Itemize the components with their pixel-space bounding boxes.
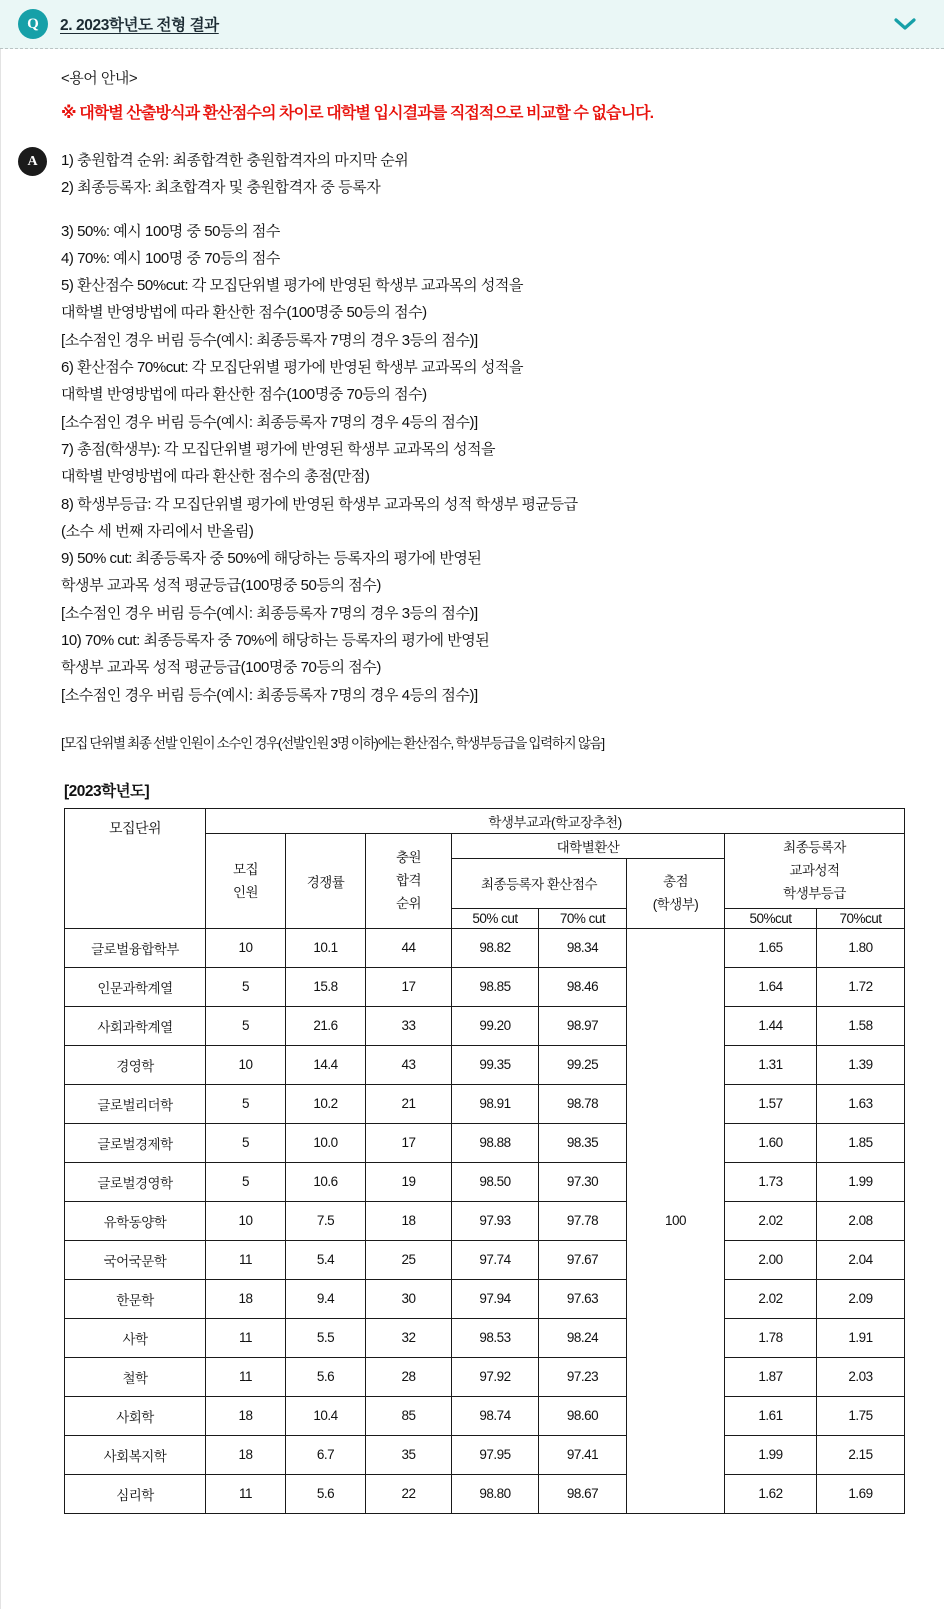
- cell-conv-cut50: 97.95: [452, 1435, 539, 1474]
- cell-conv-cut50: 99.35: [452, 1045, 539, 1084]
- cell-quota: 5: [206, 1162, 286, 1201]
- cell-quota: 18: [206, 1279, 286, 1318]
- cell-fill-rank: 35: [366, 1435, 452, 1474]
- definition-item: 5) 환산점수 50%cut: 각 모집단위별 평가에 반영된 학생부 교과목의 성적을: [61, 277, 523, 295]
- spacer: [61, 711, 924, 733]
- cell-quota: 5: [206, 1123, 286, 1162]
- cell-grade-cut70: 1.63: [817, 1084, 905, 1123]
- column-header-grade-group: [725, 833, 905, 908]
- table-row: [65, 1045, 905, 1084]
- cell-quota: 5: [206, 1084, 286, 1123]
- admission-results-table: [64, 808, 905, 1514]
- chevron-down-icon[interactable]: [892, 16, 918, 32]
- column-header-unit: 모집단위: [65, 808, 206, 928]
- definition-item: [소수점인 경우 버림 등수(예시: 최종등록자 7명의 경우 4등의 점수)]: [61, 413, 478, 431]
- cell-conv-cut50: 98.88: [452, 1123, 539, 1162]
- cell-unit: 인문과학계열: [65, 967, 206, 1006]
- cell-grade-cut50: 1.73: [725, 1162, 817, 1201]
- table-row: [65, 1006, 905, 1045]
- cell-unit: 글로벌경제학: [65, 1123, 206, 1162]
- column-header-track: 학생부교과(학교장추천): [206, 808, 905, 833]
- question-badge: Q: [18, 9, 48, 39]
- cell-ratio: 5.6: [286, 1474, 366, 1513]
- cell-unit: 철학: [65, 1357, 206, 1396]
- cell-grade-cut70: 2.09: [817, 1279, 905, 1318]
- cell-ratio: 5.5: [286, 1318, 366, 1357]
- cell-ratio: 9.4: [286, 1279, 366, 1318]
- terminology-heading: <용어 안내>: [61, 70, 138, 87]
- cell-grade-cut50: 1.99: [725, 1435, 817, 1474]
- cell-fill-rank: 19: [366, 1162, 452, 1201]
- definition-item: 6) 환산점수 70%cut: 각 모집단위별 평가에 반영된 학생부 교과목의 성적을: [61, 359, 523, 377]
- cell-ratio: 15.8: [286, 967, 366, 1006]
- cell-grade-cut50: 1.65: [725, 928, 817, 967]
- column-header-conv-cut50: 50% cut: [452, 908, 539, 928]
- cell-quota: 18: [206, 1435, 286, 1474]
- cell-quota: 11: [206, 1318, 286, 1357]
- cell-grade-cut50: 2.02: [725, 1201, 817, 1240]
- cell-conv-cut50: 98.91: [452, 1084, 539, 1123]
- table-row: [65, 1201, 905, 1240]
- cell-grade-cut50: 2.02: [725, 1279, 817, 1318]
- definition-item: 9) 50% cut: 최종등록자 중 50%에 해당하는 등록자의 평가에 반영된: [61, 550, 482, 568]
- definition-item: 대학별 반영방법에 따라 환산한 점수(100명중 50등의 점수): [61, 304, 427, 322]
- cell-fill-rank: 44: [366, 928, 452, 967]
- cell-fill-rank: 28: [366, 1357, 452, 1396]
- cell-grade-cut70: 1.99: [817, 1162, 905, 1201]
- cell-unit: 국어국문학: [65, 1240, 206, 1279]
- cell-fill-rank: 17: [366, 1123, 452, 1162]
- cell-fill-rank: 33: [366, 1006, 452, 1045]
- cell-conv-cut70: 98.67: [539, 1474, 627, 1513]
- cell-quota: 5: [206, 967, 286, 1006]
- cell-grade-cut70: 1.85: [817, 1123, 905, 1162]
- cell-grade-cut50: 1.87: [725, 1357, 817, 1396]
- column-header-conversion-group: 대학별환산: [452, 833, 725, 858]
- cell-grade-cut50: 1.64: [725, 967, 817, 1006]
- cell-ratio: 7.5: [286, 1201, 366, 1240]
- cell-conv-cut50: 98.53: [452, 1318, 539, 1357]
- column-header-total-line1: 총점: [662, 874, 689, 890]
- cell-ratio: 14.4: [286, 1045, 366, 1084]
- table-row: [65, 1240, 905, 1279]
- small-cohort-footnote: [모집 단위별 최종 선발 인원이 소수인 경우(선발인원 3명 이하)에는 환산점수, 학생부등급을 입력하지 않음]: [61, 734, 604, 751]
- cell-fill-rank: 18: [366, 1201, 452, 1240]
- spacer: [61, 204, 924, 220]
- warning-notice: ※ 대학별 산출방식과 환산점수의 차이로 대학별 입시결과를 직접적으로 비교할 수 없습니다.: [61, 105, 654, 122]
- column-header-ratio: 경쟁률: [286, 833, 366, 928]
- cell-conv-cut70: 98.35: [539, 1123, 627, 1162]
- cell-grade-cut50: 1.57: [725, 1084, 817, 1123]
- cell-fill-rank: 22: [366, 1474, 452, 1513]
- cell-unit: 심리학: [65, 1474, 206, 1513]
- cell-ratio: 10.2: [286, 1084, 366, 1123]
- cell-grade-cut50: 1.61: [725, 1396, 817, 1435]
- cell-fill-rank: 30: [366, 1279, 452, 1318]
- table-row: [65, 1279, 905, 1318]
- definition-item: 10) 70% cut: 최종등록자 중 70%에 해당하는 등록자의 평가에 반영된: [61, 632, 490, 650]
- cell-quota: 10: [206, 928, 286, 967]
- definition-item: [소수점인 경우 버림 등수(예시: 최종등록자 7명의 경우 3등의 점수)]: [61, 331, 478, 349]
- table-row: [65, 967, 905, 1006]
- table-row: [65, 928, 905, 967]
- definition-item: [소수점인 경우 버림 등수(예시: 최종등록자 7명의 경우 4등의 점수)]: [61, 686, 478, 704]
- cell-fill-rank: 25: [366, 1240, 452, 1279]
- cell-ratio: 10.1: [286, 928, 366, 967]
- cell-unit: 사회복지학: [65, 1435, 206, 1474]
- cell-conv-cut70: 97.23: [539, 1357, 627, 1396]
- cell-grade-cut50: 1.62: [725, 1474, 817, 1513]
- cell-conv-cut50: 98.80: [452, 1474, 539, 1513]
- cell-quota: 18: [206, 1396, 286, 1435]
- cell-conv-cut70: 98.78: [539, 1084, 627, 1123]
- faq-answer-body: [0, 49, 944, 1609]
- cell-ratio: 10.4: [286, 1396, 366, 1435]
- cell-ratio: 10.6: [286, 1162, 366, 1201]
- cell-grade-cut70: 1.69: [817, 1474, 905, 1513]
- definition-list-secondary: [61, 220, 924, 708]
- faq-question-title[interactable]: 2. 2023학년도 전형 결과: [60, 17, 219, 34]
- cell-conv-cut70: 97.30: [539, 1162, 627, 1201]
- cell-quota: 5: [206, 1006, 286, 1045]
- cell-conv-cut70: 98.24: [539, 1318, 627, 1357]
- table-header-row-1: [65, 808, 905, 833]
- cell-grade-cut70: 2.15: [817, 1435, 905, 1474]
- cell-grade-cut70: 2.03: [817, 1357, 905, 1396]
- cell-quota: 10: [206, 1045, 286, 1084]
- column-header-grade-line3: 학생부등급: [783, 886, 846, 902]
- table-row: [65, 1084, 905, 1123]
- column-header-fill-line3: 순위: [395, 896, 422, 912]
- cell-ratio: 6.7: [286, 1435, 366, 1474]
- cell-grade-cut70: 1.80: [817, 928, 905, 967]
- cell-conv-cut50: 97.74: [452, 1240, 539, 1279]
- cell-grade-cut70: 1.58: [817, 1006, 905, 1045]
- cell-grade-cut50: 1.78: [725, 1318, 817, 1357]
- cell-quota: 11: [206, 1474, 286, 1513]
- definition-item: 1) 충원합격 순위: 최종합격한 충원합격자의 마지막 순위: [61, 152, 409, 169]
- column-header-total: [627, 858, 725, 928]
- cell-grade-cut70: 1.91: [817, 1318, 905, 1357]
- cell-ratio: 5.4: [286, 1240, 366, 1279]
- definition-item: 대학별 반영방법에 따라 환산한 점수(100명중 70등의 점수): [61, 386, 427, 404]
- cell-conv-cut50: 97.92: [452, 1357, 539, 1396]
- cell-conv-cut70: 98.34: [539, 928, 627, 967]
- table-caption: [2023학년도]: [64, 782, 150, 800]
- cell-fill-rank: 17: [366, 967, 452, 1006]
- table-row: [65, 1123, 905, 1162]
- cell-fill-rank: 21: [366, 1084, 452, 1123]
- cell-unit: 글로벌경영학: [65, 1162, 206, 1201]
- cell-grade-cut70: 2.08: [817, 1201, 905, 1240]
- faq-question-header[interactable]: [0, 0, 944, 49]
- cell-conv-cut50: 99.20: [452, 1006, 539, 1045]
- definition-list-primary: [61, 149, 924, 201]
- definition-item: 2) 최종등록자: 최초합격자 및 충원합격자 중 등록자: [61, 179, 381, 197]
- cell-unit: 사학: [65, 1318, 206, 1357]
- column-header-total-line2: (학생부): [652, 897, 699, 913]
- table-row: [65, 1396, 905, 1435]
- cell-fill-rank: 32: [366, 1318, 452, 1357]
- answer-badge: A: [18, 147, 47, 176]
- cell-conv-cut70: 97.78: [539, 1201, 627, 1240]
- column-header-grade-line2: 교과성적: [789, 863, 840, 879]
- cell-conv-cut70: 98.97: [539, 1006, 627, 1045]
- table-row: [65, 1318, 905, 1357]
- cell-unit: 사회학: [65, 1396, 206, 1435]
- cell-grade-cut70: 2.04: [817, 1240, 905, 1279]
- table-row: [65, 1435, 905, 1474]
- cell-unit: 경영학: [65, 1045, 206, 1084]
- table-row: [65, 1357, 905, 1396]
- definition-item: 7) 총점(학생부): 각 모집단위별 평가에 반영된 학생부 교과목의 성적을: [61, 440, 496, 458]
- column-header-conv-cut70: 70% cut: [539, 908, 627, 928]
- spacer: [61, 133, 924, 149]
- definition-item: 학생부 교과목 성적 평균등급(100명중 50등의 점수): [61, 577, 381, 595]
- column-header-fill-line2: 합격: [395, 873, 422, 889]
- cell-fill-rank: 43: [366, 1045, 452, 1084]
- cell-conv-cut70: 97.41: [539, 1435, 627, 1474]
- cell-conv-cut70: 98.46: [539, 967, 627, 1006]
- definition-item: (소수 세 번째 자리에서 반올림): [61, 522, 254, 540]
- column-header-grade-line1: 최종등록자: [783, 839, 846, 855]
- cell-conv-cut50: 98.50: [452, 1162, 539, 1201]
- cell-unit: 사회과학계열: [65, 1006, 206, 1045]
- cell-conv-cut70: 97.67: [539, 1240, 627, 1279]
- cell-conv-cut70: 98.60: [539, 1396, 627, 1435]
- definition-item: 4) 70%: 예시 100명 중 70등의 점수: [61, 249, 280, 267]
- definition-item: 8) 학생부등급: 각 모집단위별 평가에 반영된 학생부 교과목의 성적 학생부 평균등급: [61, 495, 578, 513]
- cell-unit: 유학동양학: [65, 1201, 206, 1240]
- cell-quota: 11: [206, 1357, 286, 1396]
- cell-conv-cut50: 98.74: [452, 1396, 539, 1435]
- cell-grade-cut50: 1.31: [725, 1045, 817, 1084]
- column-header-fill-rank: [366, 833, 452, 928]
- cell-conv-cut70: 97.63: [539, 1279, 627, 1318]
- definition-item: [소수점인 경우 버림 등수(예시: 최종등록자 7명의 경우 3등의 점수)]: [61, 604, 478, 622]
- cell-grade-cut70: 1.72: [817, 967, 905, 1006]
- column-header-fill-line1: 충원: [395, 849, 422, 865]
- column-header-quota-line1: 모집: [232, 861, 259, 877]
- cell-quota: 11: [206, 1240, 286, 1279]
- cell-fill-rank: 85: [366, 1396, 452, 1435]
- cell-grade-cut50: 1.60: [725, 1123, 817, 1162]
- cell-unit: 글로벌리더학: [65, 1084, 206, 1123]
- definition-item: 학생부 교과목 성적 평균등급(100명중 70등의 점수): [61, 659, 381, 677]
- column-header-grade-cut70: 70%cut: [817, 908, 905, 928]
- cell-conv-cut50: 98.85: [452, 967, 539, 1006]
- cell-ratio: 5.6: [286, 1357, 366, 1396]
- answer-content: [1, 67, 944, 1514]
- cell-unit: 글로벌융합학부: [65, 928, 206, 967]
- cell-grade-cut70: 1.39: [817, 1045, 905, 1084]
- table-row: [65, 1474, 905, 1513]
- table-body: [65, 928, 905, 1513]
- cell-grade-cut50: 1.44: [725, 1006, 817, 1045]
- column-header-quota: [206, 833, 286, 928]
- cell-unit: 한문학: [65, 1279, 206, 1318]
- definition-item: 3) 50%: 예시 100명 중 50등의 점수: [61, 222, 280, 240]
- cell-ratio: 21.6: [286, 1006, 366, 1045]
- cell-conv-cut50: 97.94: [452, 1279, 539, 1318]
- cell-total-score: 100: [627, 928, 725, 1513]
- cell-ratio: 10.0: [286, 1123, 366, 1162]
- cell-quota: 10: [206, 1201, 286, 1240]
- cell-conv-cut50: 98.82: [452, 928, 539, 967]
- cell-grade-cut70: 1.75: [817, 1396, 905, 1435]
- table-header: [65, 808, 905, 928]
- column-header-quota-line2: 인원: [232, 884, 259, 900]
- column-header-grade-cut50: 50%cut: [725, 908, 817, 928]
- definition-item: 대학별 반영방법에 따라 환산한 점수의 총점(만점): [61, 468, 370, 486]
- column-header-conversion-score: 최종등록자 환산점수: [452, 858, 627, 908]
- cell-grade-cut50: 2.00: [725, 1240, 817, 1279]
- cell-conv-cut70: 99.25: [539, 1045, 627, 1084]
- table-row: [65, 1162, 905, 1201]
- cell-conv-cut50: 97.93: [452, 1201, 539, 1240]
